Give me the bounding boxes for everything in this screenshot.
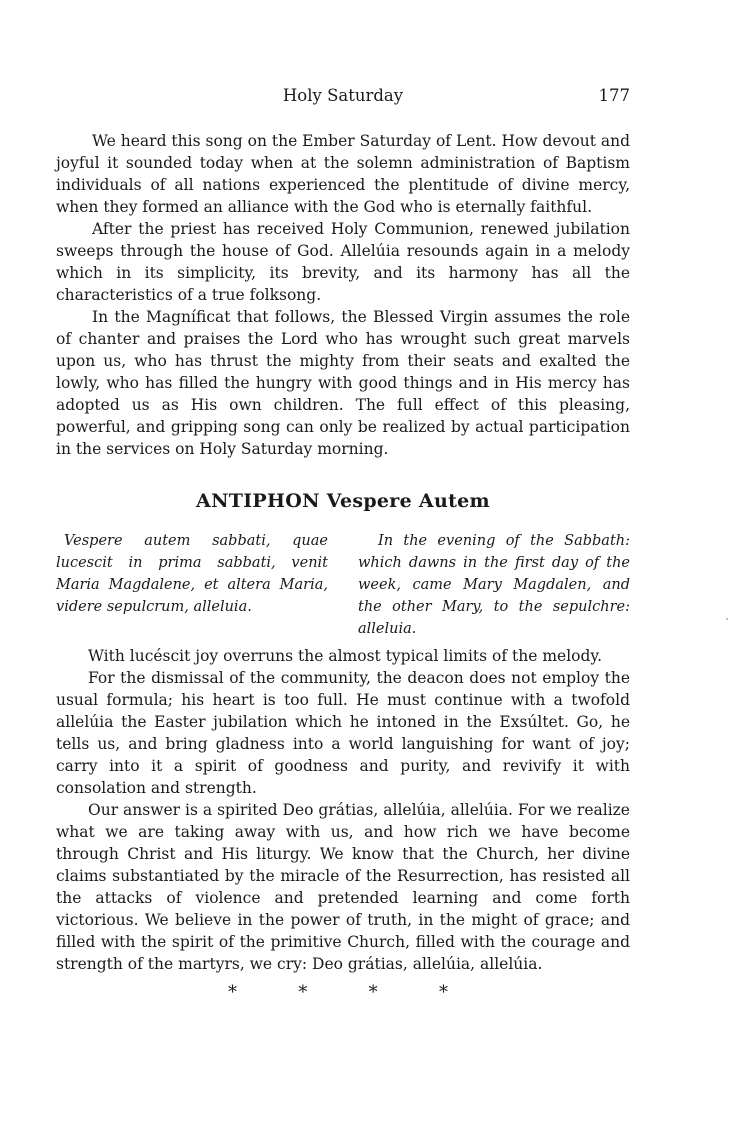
- paragraph: We heard this song on the Ember Saturday of Lent. How devout and joyful it sounded today when at the solemn administration of Baptism individuals of all nations experienced the plentitude of divine mercy, when they formed an alliance with the God who is eternally faithful.: [56, 132, 630, 216]
- paragraph: For the dismissal of the community, the deacon does not employ the usual formula; his heart is too full. He must continue with a twofold allelúia the Easter jubilation which he intoned in the Exsúltet. Go, he tells us, and bring gladness into a world languishing for want of joy; carry into it a spirit of goodness and purity, and revivify it with consolation and strength.: [56, 669, 630, 797]
- asterisk: *: [368, 982, 378, 1003]
- antiphon-heading: ANTIPHON Vespere Autem: [196, 490, 490, 512]
- running-header: [56, 86, 630, 110]
- paragraph: Our answer is a spirited Deo grátias, allelúia, allelúia. For we realize what we are taking away with us, and how rich we have become through Christ and His liturgy. We know that the Church, her divine claims substantiated by the miracle of the Resurrection, has resisted all the attacks of violence and pretended learning and come forth victorious. We believe in the power of truth, in the might of grace; and filled with the spirit of the primitive Church, filled with the courage and strength of the martyrs, we cry: Deo grátias, allelúia, allelúia.: [56, 801, 630, 973]
- asterisk: *: [438, 982, 448, 1003]
- asterisk: *: [298, 982, 308, 1003]
- paragraph: With lucéscit joy overruns the almost typical limits of the melody.: [88, 647, 603, 665]
- paragraph: In the Magníficat that follows, the Blessed Virgin assumes the role of chanter and praises the Lord who has wrought such great marvels upon us, who has thrust the mighty from their seats and exalted the lowly, who has filled the hungry with good things and in His mercy has adopted us as His own children. The full effect of this pleasing, powerful, and gripping song can only be realized by actual participation in the services on Holy Saturday morning.: [56, 308, 630, 458]
- scan-speck: [726, 618, 728, 620]
- antiphon-columns: [56, 530, 630, 640]
- lower-section: [56, 645, 630, 975]
- antiphon-english: In the evening of the Sabbath: which dawns in the first day of the week, came Mary Magdalen, and the other Mary, to the sepulchre: alleluia.: [358, 533, 630, 637]
- body-section: [56, 130, 630, 460]
- asterisk: *: [228, 982, 237, 1003]
- antiphon-latin: Vespere autem sabbati, quae lucescit in prima sabbati, venit Maria Magdalene, et altera Maria, videre sepulcrum, alleluia.: [56, 533, 328, 615]
- page-number: 177: [598, 86, 630, 105]
- paragraph: After the priest has received Holy Communion, renewed jubilation sweeps through the house of God. Allelúia resounds again in a melody which in its simplicity, its brevity, and its harmony has all the characteristics of a true folksong.: [56, 220, 630, 304]
- section-separator: [228, 982, 448, 1003]
- running-title: Holy Saturday: [282, 86, 404, 105]
